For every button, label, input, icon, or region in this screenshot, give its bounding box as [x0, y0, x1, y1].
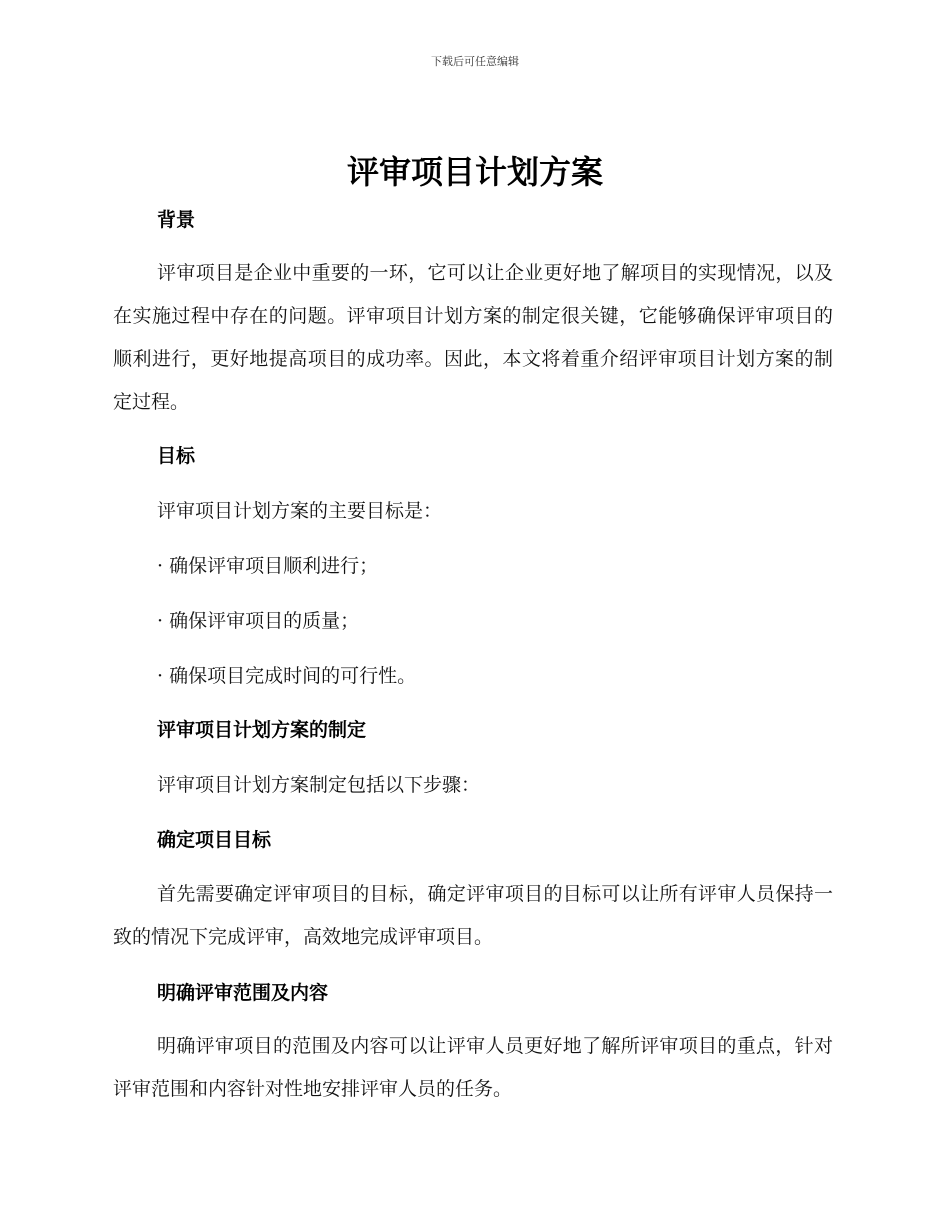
goals-list-item: · 确保评审项目的质量； — [157, 610, 360, 632]
document-title: 评审项目计划方案 — [346, 153, 603, 191]
section-heading-formulation: 评审项目计划方案的制定 — [157, 719, 367, 741]
goals-list-item: · 确保项目完成时间的可行性。 — [157, 665, 417, 687]
scope-paragraph: 明确评审项目的范围及内容可以让评审人员更好地了解所评审项目的重点，针对评审范围和内容针对性地安排评审人员的任务。 — [113, 1035, 833, 1100]
formulation-intro: 评审项目计划方案制定包括以下步骤： — [157, 774, 481, 796]
section-heading-define-goals: 确定项目目标 — [157, 829, 272, 851]
section-heading-background: 背景 — [157, 209, 196, 231]
define-goals-paragraph: 首先需要确定评审项目的目标，确定评审项目的目标可以让所有评审人员保持一致的情况下完成评审，高效地完成评审项目。 — [113, 883, 833, 948]
background-paragraph: 评审项目是企业中重要的一环，它可以让企业更好地了解项目的实现情况，以及在实施过程中存在的问题。评审项目计划方案的制定很关键，它能够确保评审项目的顺利进行，更好地提高项目的成功率。因此，本文将着重介绍评审项目计划方案的制定过程。 — [113, 262, 833, 413]
goals-intro: 评审项目计划方案的主要目标是： — [157, 500, 443, 522]
section-heading-goals: 目标 — [157, 445, 196, 467]
goals-list-item: · 确保评审项目顺利进行； — [157, 555, 379, 577]
page-header-note: 下载后可任意编辑 — [431, 55, 519, 68]
section-heading-scope: 明确评审范围及内容 — [157, 982, 329, 1004]
